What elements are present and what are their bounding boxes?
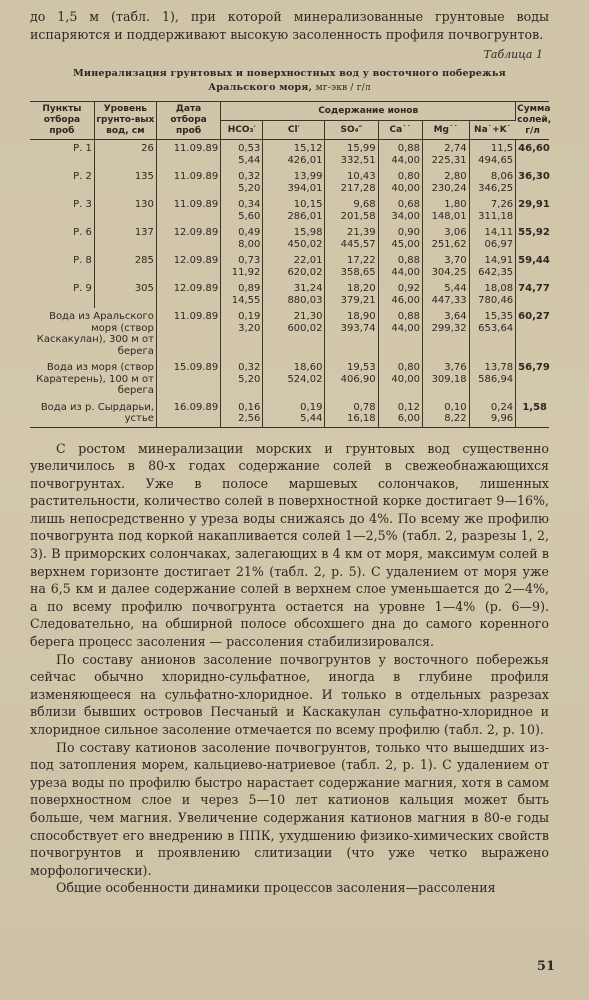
nak-bottom: 653,64 bbox=[478, 322, 514, 334]
so4-top: 18,20 bbox=[347, 283, 376, 294]
hco3-top: 0,32 bbox=[238, 362, 261, 373]
table-unit: мг-экв / г/л bbox=[315, 83, 371, 93]
body-text bbox=[30, 440, 549, 897]
table-row bbox=[30, 399, 549, 428]
row-ca bbox=[378, 196, 422, 224]
hco3-bottom: 5,60 bbox=[238, 210, 261, 222]
row-ca bbox=[378, 399, 422, 428]
row-mg bbox=[423, 359, 470, 399]
nak-top: 15,35 bbox=[484, 311, 514, 322]
ca-bottom: 44,00 bbox=[391, 266, 420, 278]
row-date: 15.09.89 bbox=[156, 359, 220, 399]
mg-top: 5,44 bbox=[444, 283, 467, 294]
row-ca bbox=[378, 224, 422, 252]
row-point: Р. 3 bbox=[30, 196, 94, 224]
row-sum: 29,91 bbox=[518, 199, 550, 210]
hco3-top: 0,32 bbox=[238, 171, 261, 182]
so4-bottom: 332,51 bbox=[340, 154, 376, 166]
row-nak bbox=[469, 140, 516, 169]
mg-top: 0,10 bbox=[444, 401, 467, 413]
hco3-bottom: 5,20 bbox=[238, 373, 261, 385]
paragraph: По составу катионов засоление почвогрунтов, только что вышедших из-под затопления морем, кальциево-натриевое (табл. 2, р. 1). С удалением от уреза воды по профилю быстро нарастает содержание магния, хотя в самом поверхностном слое и через 5—10 лет катионов кальция может быть больше, чем магния. Увеличение содержания катионов магния в 80-е годы способствует его внедрению в ППК, ухудшению физико-химических свойств почвогрунтов и проявлению слитизации (что уже четко выражено морфологически). bbox=[30, 739, 549, 878]
hco3-top: 0,73 bbox=[238, 255, 261, 266]
hco3-bottom: 5,44 bbox=[238, 154, 261, 166]
nak-top: 11,5 bbox=[490, 143, 514, 154]
row-nak bbox=[469, 359, 516, 399]
row-nak bbox=[469, 280, 516, 308]
table-row bbox=[30, 359, 549, 399]
row-mg bbox=[423, 140, 470, 169]
row-mg bbox=[423, 308, 470, 359]
ca-top: 0,12 bbox=[397, 401, 420, 413]
row-mg bbox=[423, 399, 470, 428]
row-sum: 46,60 bbox=[518, 143, 550, 154]
row-so4 bbox=[325, 280, 378, 308]
row-so4 bbox=[325, 140, 378, 169]
header-ca: Ca˙˙ bbox=[378, 121, 422, 140]
row-hco3 bbox=[221, 359, 263, 399]
row-so4 bbox=[325, 224, 378, 252]
so4-bottom: 358,65 bbox=[340, 266, 376, 278]
header-nak: Na˙+K˙ bbox=[469, 121, 516, 140]
so4-top: 21,39 bbox=[347, 227, 376, 238]
hco3-top: 0,89 bbox=[238, 283, 261, 294]
mg-bottom: 309,18 bbox=[431, 373, 467, 385]
nak-top: 8,06 bbox=[490, 171, 514, 182]
ca-bottom: 44,00 bbox=[391, 154, 420, 166]
cl-top: 15,98 bbox=[293, 227, 323, 238]
row-sum: 55,92 bbox=[518, 227, 550, 238]
table-header-row bbox=[30, 102, 549, 121]
row-hco3 bbox=[221, 399, 263, 428]
header-sum-text: Сумма солей, г/л bbox=[517, 104, 552, 136]
row-point: Р. 9 bbox=[30, 280, 94, 308]
header-ions: Содержание ионов bbox=[221, 102, 516, 121]
row-place: Вода из Аральского моря (створ Каскакулан), 300 м от берега bbox=[30, 308, 156, 359]
ca-bottom: 44,00 bbox=[391, 322, 420, 334]
nak-bottom: 642,35 bbox=[478, 266, 514, 278]
table-row bbox=[30, 140, 549, 169]
header-so4: SO₄″ bbox=[325, 121, 378, 140]
ca-bottom: 45,00 bbox=[391, 238, 420, 250]
row-cl bbox=[263, 168, 325, 196]
so4-top: 17,22 bbox=[347, 255, 376, 266]
ca-top: 0,80 bbox=[397, 171, 420, 182]
so4-bottom: 379,21 bbox=[340, 294, 376, 306]
table-row bbox=[30, 308, 549, 359]
mg-bottom: 225,31 bbox=[431, 154, 467, 166]
cl-bottom: 524,02 bbox=[287, 373, 323, 385]
row-depth: 26 bbox=[94, 140, 156, 169]
nak-bottom: 586,94 bbox=[478, 373, 514, 385]
mg-top: 2,80 bbox=[444, 171, 467, 182]
nak-bottom: 494,65 bbox=[478, 154, 514, 166]
row-nak bbox=[469, 252, 516, 280]
table-label: Таблица 1 bbox=[483, 48, 543, 61]
header-depth: Уровень грунто-вых вод, см bbox=[94, 102, 156, 140]
paragraph: Общие особенности динамики процессов засоления—рассоления bbox=[56, 880, 496, 896]
row-date: 11.09.89 bbox=[156, 168, 220, 196]
mg-bottom: 8,22 bbox=[444, 413, 467, 424]
hco3-bottom: 5,20 bbox=[238, 182, 261, 194]
table-row bbox=[30, 224, 549, 252]
table-row bbox=[30, 280, 549, 308]
row-point: Р. 1 bbox=[30, 140, 94, 169]
cl-bottom: 394,01 bbox=[287, 182, 323, 194]
so4-top: 0,78 bbox=[353, 401, 376, 413]
cl-bottom: 450,02 bbox=[287, 238, 323, 250]
ca-bottom: 40,00 bbox=[391, 182, 420, 194]
cl-top: 10,15 bbox=[293, 199, 323, 210]
row-mg bbox=[423, 224, 470, 252]
cl-top: 13,99 bbox=[293, 171, 323, 182]
row-depth: 305 bbox=[94, 280, 156, 308]
row-date: 16.09.89 bbox=[156, 399, 220, 428]
hco3-bottom: 8,00 bbox=[238, 238, 261, 250]
mg-top: 3,06 bbox=[444, 227, 467, 238]
so4-top: 9,68 bbox=[353, 199, 376, 210]
row-nak bbox=[469, 224, 516, 252]
header-cl: Cl′ bbox=[263, 121, 325, 140]
row-mg bbox=[423, 196, 470, 224]
cl-bottom: 880,03 bbox=[287, 294, 323, 306]
page-number: 51 bbox=[536, 959, 555, 974]
hco3-top: 0,19 bbox=[238, 311, 261, 322]
row-point: Р. 8 bbox=[30, 252, 94, 280]
cl-bottom: 5,44 bbox=[300, 413, 323, 424]
nak-top: 18,08 bbox=[484, 283, 514, 294]
nak-top: 0,24 bbox=[490, 401, 514, 413]
row-depth: 130 bbox=[94, 196, 156, 224]
mg-bottom: 148,01 bbox=[431, 210, 467, 222]
so4-bottom: 16,18 bbox=[347, 413, 376, 424]
nak-bottom: 346,25 bbox=[478, 182, 514, 194]
row-so4 bbox=[325, 252, 378, 280]
cl-top: 0,19 bbox=[300, 401, 323, 413]
ca-bottom: 6,00 bbox=[397, 413, 420, 424]
nak-top: 14,91 bbox=[484, 255, 514, 266]
mg-top: 1,80 bbox=[444, 199, 467, 210]
ca-top: 0,92 bbox=[397, 283, 420, 294]
row-sum: 56,79 bbox=[518, 362, 550, 373]
mg-top: 3,76 bbox=[444, 362, 467, 373]
so4-bottom: 393,74 bbox=[340, 322, 376, 334]
row-date: 12.09.89 bbox=[156, 252, 220, 280]
row-date: 11.09.89 bbox=[156, 308, 220, 359]
cl-top: 18,60 bbox=[293, 362, 323, 373]
row-point: Р. 2 bbox=[30, 168, 94, 196]
table-title-line2 bbox=[30, 81, 549, 95]
ca-bottom: 34,00 bbox=[391, 210, 420, 222]
hco3-bottom: 14,55 bbox=[231, 294, 261, 306]
row-depth: 285 bbox=[94, 252, 156, 280]
row-depth: 135 bbox=[94, 168, 156, 196]
so4-top: 10,43 bbox=[347, 171, 376, 182]
row-date: 12.09.89 bbox=[156, 224, 220, 252]
row-point: Р. 6 bbox=[30, 224, 94, 252]
mg-top: 3,70 bbox=[444, 255, 467, 266]
row-cl bbox=[263, 308, 325, 359]
header-hco3: HCO₃′ bbox=[221, 121, 263, 140]
row-cl bbox=[263, 140, 325, 169]
row-cl bbox=[263, 399, 325, 428]
nak-bottom: 780,46 bbox=[478, 294, 514, 306]
row-ca bbox=[378, 168, 422, 196]
header-date: Дата отбора проб bbox=[156, 102, 220, 140]
ca-bottom: 46,00 bbox=[391, 294, 420, 306]
row-so4 bbox=[325, 399, 378, 428]
nak-bottom: 06,97 bbox=[484, 238, 514, 250]
row-date: 11.09.89 bbox=[156, 140, 220, 169]
row-hco3 bbox=[221, 308, 263, 359]
mg-bottom: 251,62 bbox=[431, 238, 467, 250]
hco3-top: 0,16 bbox=[238, 401, 261, 413]
hco3-top: 0,34 bbox=[238, 199, 261, 210]
row-nak bbox=[469, 308, 516, 359]
cl-top: 15,12 bbox=[293, 143, 323, 154]
nak-top: 7,26 bbox=[490, 199, 514, 210]
nak-top: 13,78 bbox=[484, 362, 514, 373]
header-sum bbox=[516, 102, 552, 140]
table-row bbox=[30, 252, 549, 280]
row-mg bbox=[423, 168, 470, 196]
so4-bottom: 445,57 bbox=[340, 238, 376, 250]
row-ca bbox=[378, 280, 422, 308]
nak-bottom: 311,18 bbox=[478, 210, 514, 222]
table-title-line1: Минерализация грунтовых и поверхностных вод у восточного побережья bbox=[73, 68, 506, 79]
row-cl bbox=[263, 224, 325, 252]
row-sum: 36,30 bbox=[518, 171, 550, 182]
so4-bottom: 201,58 bbox=[340, 210, 376, 222]
row-nak bbox=[469, 168, 516, 196]
row-place: Вода из моря (створ Каратерень), 100 м от берега bbox=[30, 359, 156, 399]
row-hco3 bbox=[221, 280, 263, 308]
so4-bottom: 406,90 bbox=[340, 373, 376, 385]
cl-top: 22,01 bbox=[293, 255, 323, 266]
ca-top: 0,88 bbox=[397, 143, 420, 154]
row-cl bbox=[263, 196, 325, 224]
ca-top: 0,88 bbox=[397, 255, 420, 266]
cl-top: 21,30 bbox=[293, 311, 323, 322]
row-nak bbox=[469, 399, 516, 428]
row-date: 12.09.89 bbox=[156, 280, 220, 308]
so4-top: 19,53 bbox=[347, 362, 376, 373]
row-cl bbox=[263, 252, 325, 280]
row-nak bbox=[469, 196, 516, 224]
row-so4 bbox=[325, 308, 378, 359]
row-sum: 60,27 bbox=[518, 311, 550, 322]
cl-bottom: 286,01 bbox=[287, 210, 323, 222]
intro-text: до 1,5 м (табл. 1), при которой минерализованные грунтовые воды испаряются и поддерживают высокую засоленность профиля почвогрунтов. bbox=[30, 9, 549, 42]
row-hco3 bbox=[221, 224, 263, 252]
row-mg bbox=[423, 252, 470, 280]
row-ca bbox=[378, 308, 422, 359]
row-place: Вода из р. Сырдарьи, устье bbox=[30, 399, 156, 428]
mg-bottom: 230,24 bbox=[431, 182, 467, 194]
so4-top: 18,90 bbox=[347, 311, 376, 322]
row-ca bbox=[378, 140, 422, 169]
header-mg: Mg˙˙ bbox=[423, 121, 470, 140]
paragraph: С ростом минерализации морских и грунтовых вод существенно увеличилось в 80-х годах содержание солей в свежеобнажающихся почвогрунтах. Уже в полосе маршевых солончаков, лишенных растительности, количество солей в поверхностной корке достигает 9—16%, лишь непосредственно у уреза воды снижаясь до 4%. По всему же профилю почвогрунта под коркой накапливается солей 1—2,5% (табл. 2, разрезы 1, 2, 3). В приморских солончаках, залегающих в 4 км от моря, максимум солей в верхнем горизонте достигает 21% (табл. 2, р. 5). С удалением от моря уже на 6,5 км и далее содержание солей в верхнем слое уменьшается до 2—4%, а по всему профилю почвогрунта остается на уровне 1—4% (р. 6—9). Следовательно, на обширной полосе обсохшего дна до самого коренного берега процесс засоления — рассоления стабилизировался. bbox=[30, 440, 549, 650]
row-so4 bbox=[325, 168, 378, 196]
mg-bottom: 447,33 bbox=[431, 294, 467, 306]
row-sum: 1,58 bbox=[522, 401, 547, 413]
mg-bottom: 299,32 bbox=[431, 322, 467, 334]
cl-top: 31,24 bbox=[293, 283, 323, 294]
ca-bottom: 40,00 bbox=[391, 373, 420, 385]
table-row bbox=[30, 168, 549, 196]
table-row bbox=[30, 196, 549, 224]
row-depth: 137 bbox=[94, 224, 156, 252]
header-points: Пункты отбора проб bbox=[30, 102, 94, 140]
row-hco3 bbox=[221, 252, 263, 280]
ca-top: 0,90 bbox=[397, 227, 420, 238]
row-ca bbox=[378, 252, 422, 280]
table-title-line2-text: Аральского моря, bbox=[208, 82, 313, 93]
hco3-top: 0,53 bbox=[238, 143, 261, 154]
hco3-bottom: 3,20 bbox=[238, 322, 261, 334]
row-sum: 74,77 bbox=[518, 283, 550, 294]
ca-top: 0,88 bbox=[397, 311, 420, 322]
cl-bottom: 426,01 bbox=[287, 154, 323, 166]
row-hco3 bbox=[221, 196, 263, 224]
row-so4 bbox=[325, 359, 378, 399]
row-date: 11.09.89 bbox=[156, 196, 220, 224]
nak-top: 14,11 bbox=[484, 227, 514, 238]
ca-top: 0,80 bbox=[397, 362, 420, 373]
row-cl bbox=[263, 280, 325, 308]
so4-top: 15,99 bbox=[347, 143, 376, 154]
hco3-bottom: 2,56 bbox=[238, 413, 261, 424]
row-hco3 bbox=[221, 140, 263, 169]
ca-top: 0,68 bbox=[397, 199, 420, 210]
paragraph: По составу анионов засоление почвогрунтов у восточного побережья сейчас обычно хлоридно-сульфатное, иногда в глубине профиля изменяющееся на сульфатно-хлоридное. И только в отдельных разрезах вблизи бывших островов Песчаный и Каскакулан сульфатно-хлоридное и хлоридное сильное засоление отмечается по всему профилю (табл. 2, р. 10). bbox=[30, 651, 549, 737]
so4-bottom: 217,28 bbox=[340, 182, 376, 194]
row-hco3 bbox=[221, 168, 263, 196]
row-cl bbox=[263, 359, 325, 399]
cl-bottom: 620,02 bbox=[287, 266, 323, 278]
mg-bottom: 304,25 bbox=[431, 266, 467, 278]
mineralization-table bbox=[30, 101, 552, 428]
cl-bottom: 600,02 bbox=[287, 322, 323, 334]
row-ca bbox=[378, 359, 422, 399]
hco3-bottom: 11,92 bbox=[231, 266, 261, 278]
mg-top: 2,74 bbox=[444, 143, 467, 154]
row-mg bbox=[423, 280, 470, 308]
row-sum: 59,44 bbox=[518, 255, 550, 266]
table-title bbox=[30, 67, 549, 95]
nak-bottom: 9,96 bbox=[490, 413, 514, 424]
mg-top: 3,64 bbox=[444, 311, 467, 322]
row-so4 bbox=[325, 196, 378, 224]
hco3-top: 0,49 bbox=[238, 227, 261, 238]
